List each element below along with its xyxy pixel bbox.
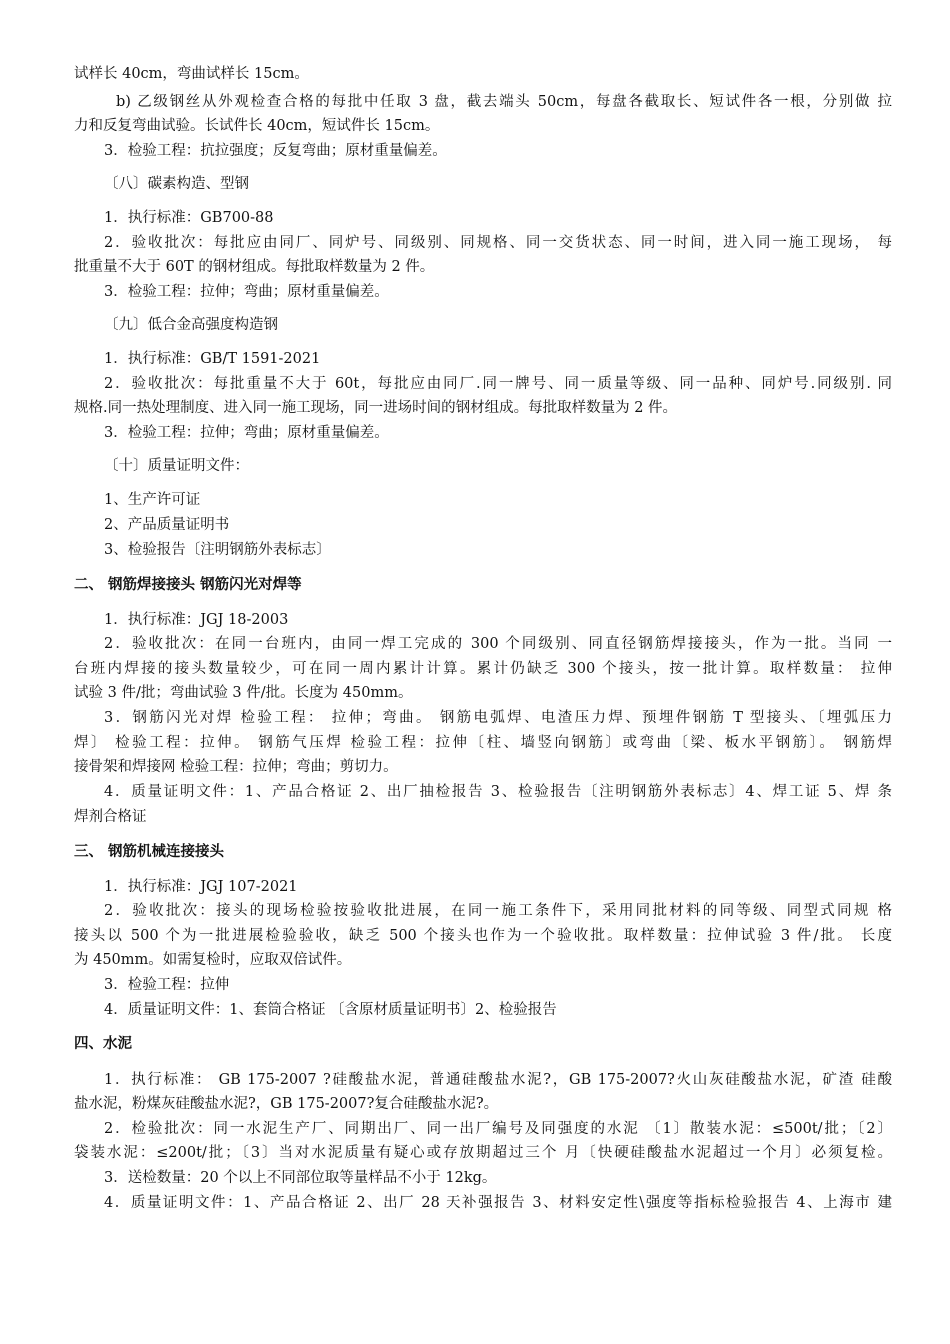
text-line: 3．检验工程：抗拉强度；反复弯曲；原材重量偏差。	[104, 143, 447, 159]
text-line: 3．送检数量：20 个以上不同部位取等量样品不小于 12kg。	[104, 1170, 497, 1186]
list-item: 1、生产许可证	[104, 492, 201, 508]
text-line: 3．检验工程：拉伸	[104, 977, 230, 993]
text-line: 试验 3 件/批；弯曲试验 3 件/批。长度为 450mm。	[74, 685, 413, 701]
text-line: 为 450mm。如需复检时，应取双倍试件。	[74, 952, 352, 968]
list-item: 3、检验报告〔注明钢筋外表标志〕	[104, 542, 331, 558]
section-heading: 〔九〕低合金高强度构造钢	[104, 317, 278, 333]
text-line: 力和反复弯曲试验。长试件长 40cm，短试件长 15cm。	[74, 118, 440, 134]
text-line: 3．检验工程：拉伸；弯曲；原材重量偏差。	[104, 284, 389, 300]
list-item: 2、产品质量证明书	[104, 517, 230, 533]
text-line: 4．质量证明文件：1、产品合格证 2、出厂 28 天补强报告 3、材料安定性\强度等指标检验报告 4、上海市 建	[104, 1195, 892, 1211]
text-line: 台班内焊接的接头数量较少，可在同一周内累计计算。累计仍缺乏 300 个接头，按一批计算。取样数量： 拉伸	[74, 661, 892, 677]
text-line: 2．验收批次：在同一台班内，由同一焊工完成的 300 个同级别、同直径钢筋焊接接头，作为一批。当同 一	[104, 636, 892, 652]
text-line: 袋装水泥：≤200t/批；〔3〕当对水泥质量有疑心或存放期超过三个 月〔快硬硅酸盐水泥超过一个月〕必须复检。	[74, 1145, 892, 1161]
chapter-heading: 四、水泥	[74, 1036, 132, 1052]
text-line: 焊剂合格证	[74, 809, 147, 825]
text-line: 3．检验工程：拉伸；弯曲；原材重量偏差。	[104, 425, 389, 441]
chapter-heading: 二、 钢筋焊接接头 钢筋闪光对焊等	[74, 577, 302, 593]
text-line: 4．质量证明文件：1、套筒合格证 〔含原材质量证明书〕2、检验报告	[104, 1002, 557, 1018]
text-line: 2．检验批次：同一水泥生产厂、同期出厂、同一出厂编号及同强度的水泥 〔1〕散装水泥：≤500t/批；〔2〕	[104, 1121, 892, 1137]
text-line: 2．验收批次：接头的现场检验按验收批进展，在同一施工条件下，采用同批材料的同等级、同型式同规 格	[104, 903, 892, 919]
text-line: 1．执行标准：GB700-88	[104, 210, 274, 226]
text-line: 批重量不大于 60T 的钢材组成。每批取样数量为 2 件。	[74, 259, 435, 275]
text-line: 试样长 40cm，弯曲试样长 15cm。	[74, 66, 309, 82]
section-heading: 〔八〕碳素构造、型钢	[104, 176, 249, 192]
text-line: 规格.同一热处理制度、进入同一施工现场，同一进场时间的钢材组成。每批取样数量为 2 件。	[74, 400, 678, 416]
section-heading: 〔十〕质量证明文件：	[104, 458, 249, 474]
text-line: 1．执行标准：JGJ 18-2003	[104, 612, 289, 628]
text-line: 焊〕 检验工程：拉伸。 钢筋气压焊 检验工程：拉伸〔柱、墙竖向钢筋〕或弯曲〔梁、板水平钢筋〕。 钢筋焊	[74, 735, 892, 751]
text-line: 接头以 500 个为一批进展检验验收，缺乏 500 个接头也作为一个验收批。取样数量：拉伸试验 3 件/批。 长度	[74, 928, 892, 944]
text-line: b) 乙级钢丝从外观检查合格的每批中任取 3 盘，截去端头 50cm，每盘各截取长、短试件各一根，分别做 拉	[116, 94, 892, 110]
text-line: 4．质量证明文件：1、产品合格证 2、出厂抽检报告 3、检验报告〔注明钢筋外表标志〕4、焊工证 5、焊 条	[104, 784, 892, 800]
text-line: 1．执行标准：GB/T 1591-2021	[104, 351, 321, 367]
text-line: 1．执行标准： GB 175-2007 ?硅酸盐水泥，普通硅酸盐水泥?，GB 175-2007?火山灰硅酸盐水泥，矿渣 硅酸	[104, 1072, 892, 1088]
text-line: 2．验收批次：每批重量不大于 60t，每批应由同厂.同一牌号、同一质量等级、同一品种、同炉号.同级别. 同	[104, 376, 892, 392]
text-line: 1．执行标准：JGJ 107-2021	[104, 879, 298, 895]
chapter-heading: 三、 钢筋机械连接接头	[74, 844, 225, 860]
text-line: 盐水泥，粉煤灰硅酸盐水泥?，GB 175-2007?复合硅酸盐水泥?。	[74, 1096, 499, 1112]
text-line: 3．钢筋闪光对焊 检验工程： 拉伸；弯曲。 钢筋电弧焊、电渣压力焊、预埋件钢筋 T 型接头、〔埋弧压力	[104, 710, 892, 726]
text-line: 2．验收批次：每批应由同厂、同炉号、同级别、同规格、同一交货状态、同一时间，进入同一施工现场， 每	[104, 235, 892, 251]
text-line: 接骨架和焊接网 检验工程：拉伸；弯曲；剪切力。	[74, 759, 398, 775]
